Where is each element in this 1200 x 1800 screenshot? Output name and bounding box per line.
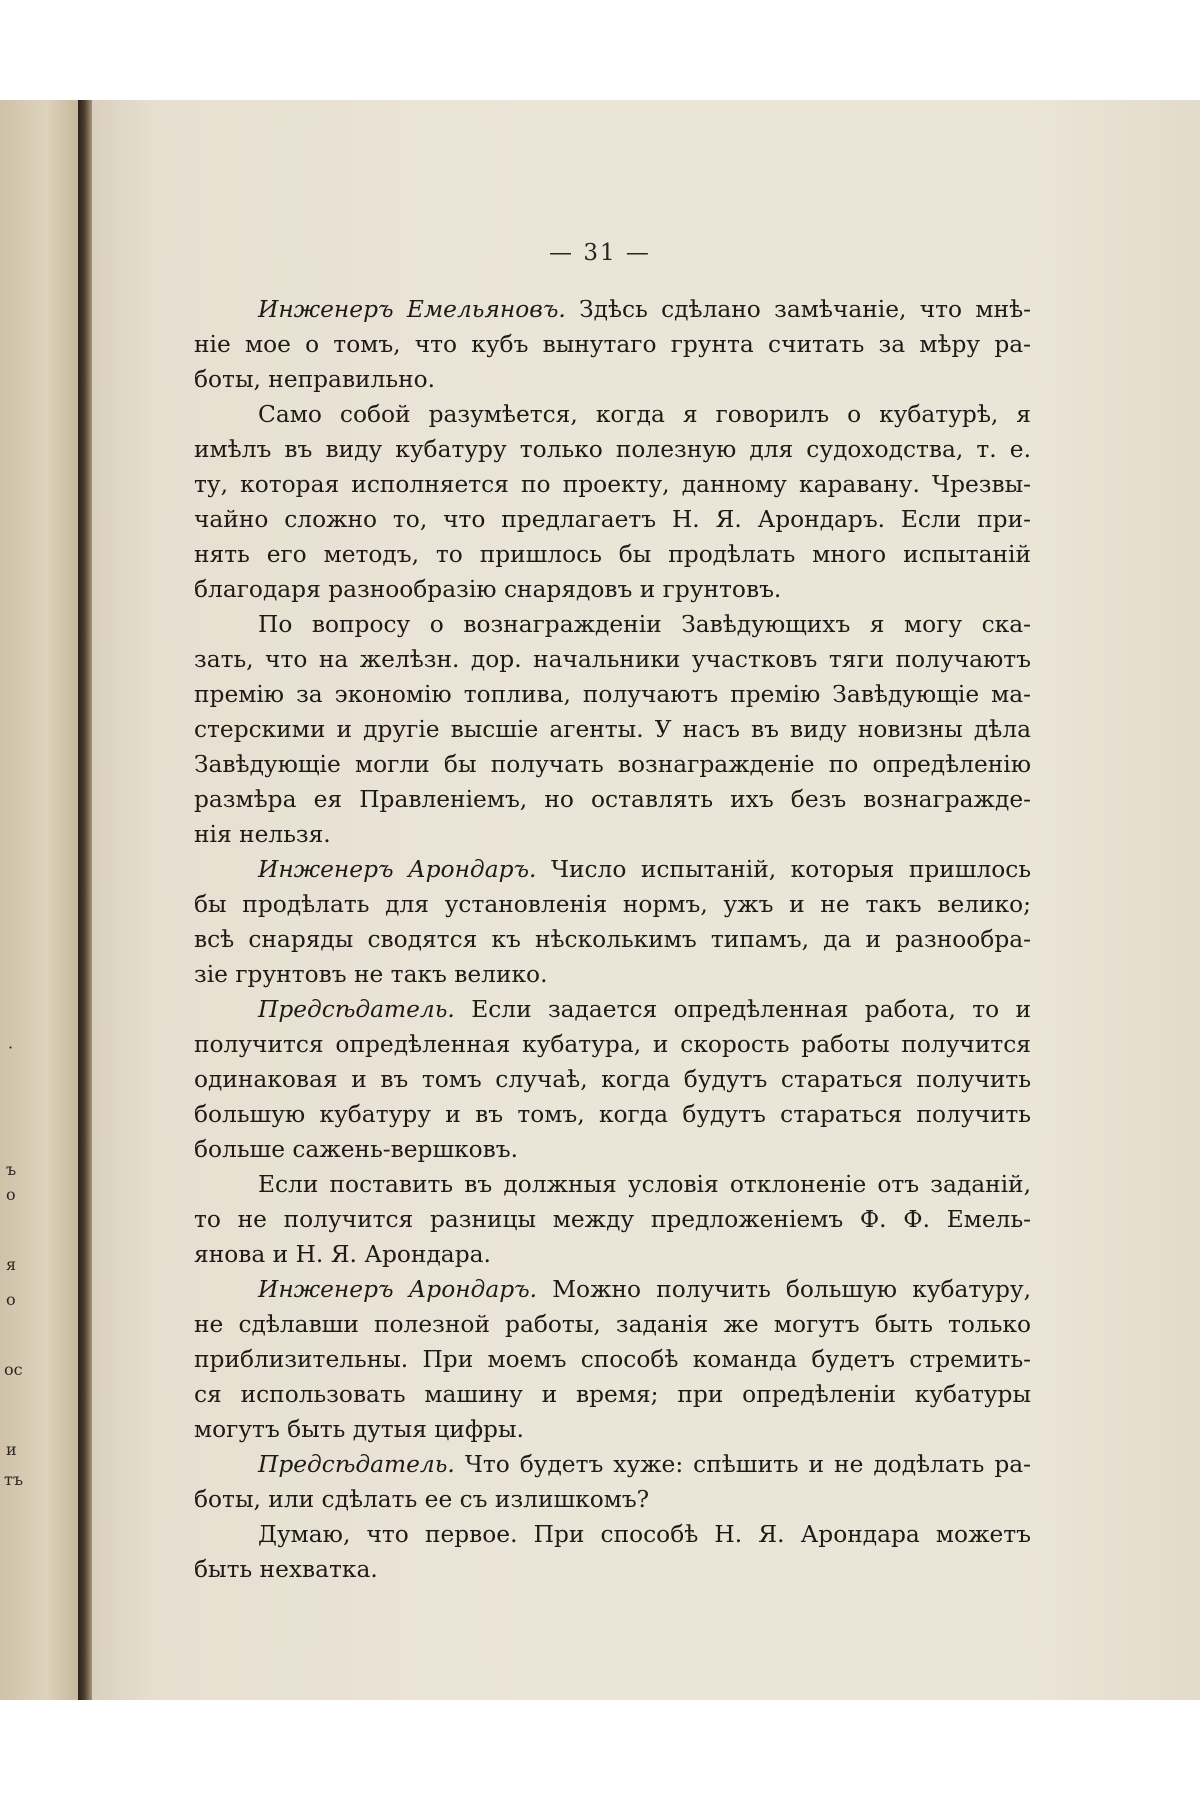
text-line — [194, 1097, 1031, 1132]
text-line — [194, 362, 1031, 397]
line-text: Думаю, что первое. При способѣ Н. Я. Арондара можетъ — [258, 1521, 1031, 1548]
text-line — [194, 1062, 1031, 1097]
text-line — [194, 1167, 1031, 1202]
text-line — [194, 887, 1031, 922]
book-gutter — [78, 100, 92, 1700]
line-text: боты, или сдѣлать ее съ излишкомъ? — [194, 1486, 650, 1513]
text-line — [194, 1237, 1031, 1272]
line-text: стерскими и другіе высшіе агенты. У насъ въ виду новизны дѣла — [194, 716, 1031, 743]
paragraph — [194, 852, 1031, 992]
line-text: Само собой разумѣется, когда я говорилъ о кубатурѣ, я — [258, 401, 1031, 428]
text-line — [194, 992, 1031, 1027]
speaker-name: Инженеръ Арондаръ. — [258, 1276, 538, 1303]
margin-fragment: тъ — [4, 1470, 24, 1489]
text-line — [194, 1307, 1031, 1342]
line-text: нія нельзя. — [194, 821, 331, 848]
line-text: больше сажень-вершковъ. — [194, 1136, 519, 1163]
line-text: Завѣдующіе могли бы получать вознагражденіе по опредѣленію — [194, 751, 1031, 778]
text-line — [194, 712, 1031, 747]
line-text: Число испытаній, которыя пришлось — [550, 856, 1032, 883]
text-line — [194, 922, 1031, 957]
line-text: премію за экономію топлива, получаютъ премію Завѣдующіе ма- — [194, 681, 1031, 708]
paragraph — [194, 992, 1031, 1167]
line-text: чайно сложно то, что предлагаетъ Н. Я. Арондаръ. Если при- — [194, 506, 1031, 533]
line-text: всѣ снаряды сводятся къ нѣсколькимъ типамъ, да и разнообра- — [194, 926, 1031, 953]
line-text: боты, неправильно. — [194, 366, 436, 393]
line-text: янова и Н. Я. Арондара. — [194, 1241, 491, 1268]
text-line — [194, 782, 1031, 817]
text-line — [194, 677, 1031, 712]
margin-fragment: · — [8, 1038, 14, 1057]
text-line — [194, 1342, 1031, 1377]
margin-fragment: ос — [4, 1360, 23, 1379]
paragraph — [194, 607, 1031, 852]
text-line — [194, 1132, 1031, 1167]
text-line — [194, 1202, 1031, 1237]
line-text: благодаря разнообразію снарядовъ и грунтовъ. — [194, 576, 782, 603]
line-text: Что будетъ хуже: спѣшить и не додѣлать ра- — [464, 1451, 1032, 1478]
text-line — [194, 642, 1031, 677]
margin-fragment: о — [6, 1185, 16, 1204]
text-line — [194, 292, 1031, 327]
text-line — [194, 817, 1031, 852]
text-line — [194, 467, 1031, 502]
text-line — [194, 1552, 1031, 1587]
line-text: Если задается опредѣленная работа, то и — [471, 996, 1032, 1023]
line-text: ніе мое о томъ, что кубъ вынутаго грунта считать за мѣру ра- — [194, 331, 1031, 358]
text-line — [194, 1412, 1031, 1447]
margin-fragment: и — [6, 1440, 17, 1459]
line-text: Здѣсь сдѣлано замѣчаніе, что мнѣ- — [579, 296, 1032, 323]
text-line — [194, 957, 1031, 992]
page-number: — 31 — — [549, 240, 651, 266]
text-line — [194, 537, 1031, 572]
line-text: могутъ быть дутыя цифры. — [194, 1416, 524, 1443]
line-text: имѣлъ въ виду кубатуру только полезную для судоходства, т. е. — [194, 436, 1031, 463]
text-line — [194, 1517, 1031, 1552]
margin-fragment: о — [6, 1290, 16, 1309]
text-line — [194, 1482, 1031, 1517]
text-line — [194, 572, 1031, 607]
paragraph — [194, 1167, 1031, 1272]
line-text: не сдѣлавши полезной работы, заданія же могутъ быть только — [194, 1311, 1031, 1338]
line-text: быть нехватка. — [194, 1556, 378, 1583]
text-line — [194, 1377, 1031, 1412]
paragraph — [194, 1447, 1031, 1517]
line-text: бы продѣлать для установленія нормъ, ужъ и не такъ велико; — [194, 891, 1031, 918]
text-line — [194, 852, 1031, 887]
line-text: Если поставить въ должныя условія отклоненіе отъ заданій, — [258, 1171, 1031, 1198]
line-text: получится опредѣленная кубатура, и скорость работы получится — [194, 1031, 1031, 1058]
text-line — [194, 397, 1031, 432]
paragraph — [194, 397, 1031, 607]
text-line — [194, 747, 1031, 782]
line-text: большую кубатуру и въ томъ, когда будутъ стараться получить — [194, 1101, 1031, 1128]
line-text: размѣра ея Правленіемъ, но оставлять ихъ безъ вознагражде- — [194, 786, 1031, 813]
text-line — [194, 1272, 1031, 1307]
speaker-name: Инженеръ Емельяновъ. — [258, 296, 566, 323]
line-text: зіе грунтовъ не такъ велико. — [194, 961, 548, 988]
text-line — [194, 432, 1031, 467]
speaker-name: Предсѣдатель. — [258, 996, 455, 1023]
line-text: Можно получить большую кубатуру, — [552, 1276, 1032, 1303]
text-line — [194, 1027, 1031, 1062]
line-text: то не получится разницы между предложеніемъ Ф. Ф. Емель- — [194, 1206, 1031, 1233]
line-text: приблизительны. При моемъ способѣ команда будетъ стремить- — [194, 1346, 1031, 1373]
line-text: одинаковая и въ томъ случаѣ, когда будутъ стараться получить — [194, 1066, 1031, 1093]
paragraph — [194, 1272, 1031, 1447]
paragraph — [194, 1517, 1031, 1587]
margin-fragment: я — [6, 1255, 17, 1274]
line-text: нять его методъ, то пришлось бы продѣлать много испытаній — [194, 541, 1031, 568]
text-line — [194, 502, 1031, 537]
margin-fragment: ъ — [6, 1160, 17, 1179]
paragraph — [194, 292, 1031, 397]
line-text: ся использовать машину и время; при опредѣленіи кубатуры — [194, 1381, 1031, 1408]
text-line — [194, 1447, 1031, 1482]
text-line — [194, 607, 1031, 642]
line-text: зать, что на желѣзн. дор. начальники участковъ тяги получаютъ — [194, 646, 1031, 673]
line-text: По вопросу о вознагражденіи Завѣдующихъ я могу ска- — [258, 611, 1031, 638]
text-line — [194, 327, 1031, 362]
speaker-name: Инженеръ Арондаръ. — [258, 856, 537, 883]
line-text: ту, которая исполняется по проекту, данному каравану. Чрезвы- — [194, 471, 1031, 498]
page-body — [194, 292, 1031, 1587]
left-page-edge — [0, 100, 78, 1700]
speaker-name: Предсѣдатель. — [258, 1451, 455, 1478]
